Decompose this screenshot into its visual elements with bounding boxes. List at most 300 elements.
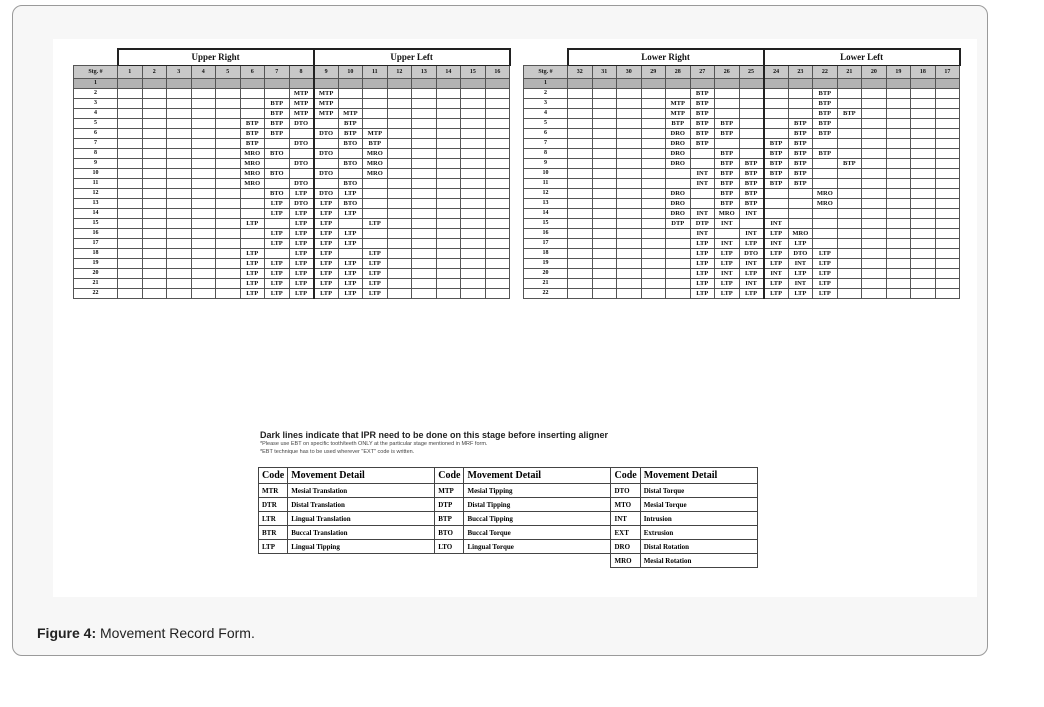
lower-stage-row	[524, 269, 960, 279]
lower-movement-cell: MRO	[813, 189, 838, 199]
legend-code-header: Code	[435, 468, 464, 484]
lower-movement-cell	[592, 159, 617, 169]
upper-movement-cell: MTP	[314, 99, 339, 109]
lower-movement-cell	[641, 199, 666, 209]
lower-movement-cell	[617, 259, 642, 269]
upper-movement-cell	[216, 269, 241, 279]
lower-movement-cell: BTP	[837, 109, 862, 119]
lower-movement-cell	[739, 139, 764, 149]
lower-movement-cell: LTP	[739, 269, 764, 279]
lower-movement-cell: BTP	[788, 129, 813, 139]
upper-movement-cell	[167, 199, 192, 209]
upper-movement-cell	[118, 169, 143, 179]
lower-tooth-number: 22	[813, 66, 838, 79]
upper-movement-cell: MTP	[289, 89, 314, 99]
upper-movement-cell: LTP	[265, 289, 290, 299]
lower-movement-cell	[886, 249, 911, 259]
lower-movement-cell	[715, 89, 740, 99]
lower-movement-cell	[666, 229, 691, 239]
lower-movement-cell	[837, 199, 862, 209]
upper-movement-cell	[142, 109, 167, 119]
upper-movement-cell: MTP	[363, 129, 388, 139]
lower-movement-cell: BTP	[690, 109, 715, 119]
upper-movement-cell	[363, 189, 388, 199]
lower-movement-cell	[813, 79, 838, 89]
upper-movement-cell: LTP	[289, 209, 314, 219]
upper-movement-cell	[436, 139, 461, 149]
lower-movement-cell: LTP	[715, 279, 740, 289]
lower-movement-cell	[911, 119, 936, 129]
upper-movement-cell: LTP	[265, 239, 290, 249]
lower-movement-cell: INT	[764, 219, 789, 229]
upper-movement-cell	[216, 259, 241, 269]
lower-movement-cell	[862, 99, 887, 109]
upper-movement-cell	[461, 179, 486, 189]
upper-stage-number: 19	[74, 259, 118, 269]
upper-movement-cell: MTP	[338, 109, 363, 119]
lower-movement-cell	[690, 149, 715, 159]
upper-movement-cell	[142, 99, 167, 109]
upper-movement-cell	[167, 289, 192, 299]
upper-movement-cell	[338, 149, 363, 159]
lower-movement-cell	[592, 149, 617, 159]
upper-movement-cell: LTP	[314, 289, 339, 299]
lower-movement-cell	[935, 119, 960, 129]
upper-movement-cell	[485, 199, 510, 209]
lower-stage-number: 4	[524, 109, 568, 119]
upper-movement-cell: MRO	[240, 179, 265, 189]
upper-movement-cell	[216, 129, 241, 139]
upper-movement-cell: LTP	[338, 209, 363, 219]
upper-movement-cell	[363, 89, 388, 99]
upper-movement-cell	[216, 139, 241, 149]
upper-movement-cell: LTP	[338, 239, 363, 249]
upper-movement-cell	[142, 89, 167, 99]
upper-movement-cell	[461, 199, 486, 209]
lower-movement-cell: LTP	[813, 279, 838, 289]
lower-movement-cell: LTP	[813, 249, 838, 259]
lower-movement-cell: INT	[690, 229, 715, 239]
lower-stage-row	[524, 209, 960, 219]
lower-stage-row	[524, 169, 960, 179]
legend-code: INT	[611, 512, 640, 526]
upper-movement-cell	[167, 239, 192, 249]
lower-movement-cell: BTP	[739, 159, 764, 169]
lower-movement-cell	[837, 289, 862, 299]
lower-movement-cell	[886, 259, 911, 269]
upper-stage-row	[74, 259, 510, 269]
lower-movement-cell: LTP	[690, 269, 715, 279]
upper-movement-cell	[265, 249, 290, 259]
upper-tooth-number: 16	[485, 66, 510, 79]
lower-movement-cell	[641, 219, 666, 229]
lower-movement-cell	[911, 289, 936, 299]
upper-movement-cell	[436, 99, 461, 109]
lower-movement-cell: BTP	[813, 149, 838, 159]
upper-movement-cell	[485, 109, 510, 119]
upper-movement-cell	[412, 129, 437, 139]
upper-movement-cell	[485, 269, 510, 279]
legend-row	[259, 554, 758, 568]
lower-movement-cell	[592, 199, 617, 209]
upper-tooth-number: 10	[338, 66, 363, 79]
upper-movement-cell	[142, 209, 167, 219]
lower-movement-cell	[641, 179, 666, 189]
upper-movement-cell	[240, 209, 265, 219]
lower-movement-cell: BTP	[715, 189, 740, 199]
lower-movement-cell	[617, 109, 642, 119]
upper-movement-cell	[485, 129, 510, 139]
lower-movement-cell	[617, 239, 642, 249]
lower-movement-cell: DRO	[666, 159, 691, 169]
upper-movement-cell	[216, 149, 241, 159]
upper-movement-cell	[167, 99, 192, 109]
lower-movement-cell	[935, 239, 960, 249]
lower-movement-cell: BTP	[764, 149, 789, 159]
upper-movement-cell	[412, 239, 437, 249]
upper-movement-cell: LTP	[240, 249, 265, 259]
upper-stage-number: 8	[74, 149, 118, 159]
lower-movement-cell	[935, 109, 960, 119]
lower-movement-cell	[592, 119, 617, 129]
lower-movement-cell	[666, 289, 691, 299]
lower-movement-cell	[862, 119, 887, 129]
lower-movement-cell: INT	[788, 279, 813, 289]
upper-movement-cell	[118, 239, 143, 249]
lower-movement-cell: DRO	[666, 199, 691, 209]
upper-movement-cell	[118, 269, 143, 279]
upper-movement-cell: DTO	[289, 159, 314, 169]
upper-movement-cell: LTP	[314, 249, 339, 259]
lower-movement-cell	[568, 129, 593, 139]
lower-movement-cell: LTP	[690, 289, 715, 299]
lower-movement-cell	[862, 249, 887, 259]
lower-stage-number: 14	[524, 209, 568, 219]
lower-stage-row	[524, 159, 960, 169]
lower-movement-cell: BTP	[739, 189, 764, 199]
upper-movement-cell: BTP	[265, 99, 290, 109]
upper-movement-cell	[118, 99, 143, 109]
upper-movement-cell	[216, 159, 241, 169]
upper-movement-cell	[118, 189, 143, 199]
upper-stage-number: 10	[74, 169, 118, 179]
upper-movement-cell	[167, 179, 192, 189]
lower-movement-cell	[911, 159, 936, 169]
lower-stage-row	[524, 259, 960, 269]
upper-movement-cell: MTP	[314, 89, 339, 99]
lower-movement-cell: DTO	[739, 249, 764, 259]
lower-movement-cell	[911, 89, 936, 99]
lower-movement-cell	[739, 89, 764, 99]
lower-movement-cell: LTP	[764, 249, 789, 259]
lower-movement-cell	[568, 239, 593, 249]
upper-movement-cell	[436, 129, 461, 139]
lower-movement-cell: BTP	[690, 129, 715, 139]
lower-tooth-number: 32	[568, 66, 593, 79]
upper-movement-cell: LTP	[314, 219, 339, 229]
upper-movement-cell	[387, 109, 412, 119]
upper-movement-cell	[338, 99, 363, 109]
upper-movement-cell	[167, 119, 192, 129]
lower-movement-cell	[568, 209, 593, 219]
upper-stage-row	[74, 229, 510, 239]
upper-movement-cell: LTP	[265, 259, 290, 269]
lower-movement-cell	[715, 79, 740, 89]
upper-movement-cell	[240, 109, 265, 119]
upper-movement-cell	[142, 269, 167, 279]
upper-movement-cell: LTP	[240, 259, 265, 269]
upper-movement-cell: LTP	[363, 269, 388, 279]
lower-movement-cell: DRO	[666, 129, 691, 139]
upper-movement-cell	[191, 189, 216, 199]
upper-movement-cell	[265, 79, 290, 89]
upper-movement-cell	[118, 279, 143, 289]
lower-movement-cell	[935, 209, 960, 219]
upper-movement-cell	[191, 129, 216, 139]
upper-movement-cell	[387, 129, 412, 139]
lower-movement-cell	[862, 159, 887, 169]
lower-movement-cell	[813, 169, 838, 179]
upper-movement-cell	[363, 109, 388, 119]
lower-movement-cell	[935, 149, 960, 159]
upper-movement-cell	[387, 169, 412, 179]
lower-movement-cell	[641, 269, 666, 279]
lower-movement-cell	[617, 119, 642, 129]
legend-detail: Distal Rotation	[640, 540, 757, 554]
upper-movement-cell	[461, 189, 486, 199]
lower-movement-cell	[617, 229, 642, 239]
lower-stage-row	[524, 139, 960, 149]
upper-movement-cell	[265, 219, 290, 229]
lower-movement-cell	[666, 259, 691, 269]
lower-movement-cell	[641, 139, 666, 149]
lower-stage-number: 11	[524, 179, 568, 189]
upper-movement-cell: MTP	[289, 99, 314, 109]
upper-movement-cell	[167, 79, 192, 89]
upper-movement-cell	[485, 189, 510, 199]
lower-stage-row	[524, 229, 960, 239]
lower-movement-cell	[666, 269, 691, 279]
upper-movement-cell	[387, 179, 412, 189]
lower-movement-cell: BTP	[690, 139, 715, 149]
lower-movement-cell: LTP	[715, 249, 740, 259]
lower-movement-cell	[641, 209, 666, 219]
upper-movement-cell	[485, 159, 510, 169]
upper-stage-row	[74, 179, 510, 189]
legend-detail: Buccal Torque	[464, 526, 611, 540]
upper-movement-cell	[142, 129, 167, 139]
upper-movement-cell	[191, 289, 216, 299]
lower-movement-cell	[641, 159, 666, 169]
lower-movement-cell	[690, 199, 715, 209]
lower-movement-cell	[837, 189, 862, 199]
lower-movement-cell	[739, 99, 764, 109]
upper-movement-cell	[412, 189, 437, 199]
lower-stage-number: 21	[524, 279, 568, 289]
upper-movement-cell	[461, 79, 486, 89]
legend-code: MTO	[611, 498, 640, 512]
upper-movement-cell	[216, 229, 241, 239]
upper-movement-cell	[387, 279, 412, 289]
upper-movement-cell	[191, 259, 216, 269]
lower-tooth-number: 23	[788, 66, 813, 79]
lower-movement-cell	[862, 89, 887, 99]
lower-tooth-number: 27	[690, 66, 715, 79]
upper-movement-cell: LTP	[314, 209, 339, 219]
upper-movement-cell	[461, 269, 486, 279]
upper-movement-cell	[167, 149, 192, 159]
lower-movement-cell	[568, 289, 593, 299]
upper-movement-cell: BTO	[338, 159, 363, 169]
legend-detail: Buccal Tipping	[464, 512, 611, 526]
lower-movement-cell	[837, 249, 862, 259]
upper-movement-cell	[412, 259, 437, 269]
upper-movement-cell	[118, 199, 143, 209]
lower-movement-cell	[617, 139, 642, 149]
lower-movement-cell	[641, 279, 666, 289]
lower-stage-row	[524, 239, 960, 249]
lower-movement-cell	[788, 89, 813, 99]
legend-code: MTR	[259, 484, 288, 498]
lower-movement-cell	[862, 149, 887, 159]
lower-movement-cell: LTP	[690, 279, 715, 289]
movement-code-legend	[258, 467, 758, 568]
lower-stage-number: 2	[524, 89, 568, 99]
lower-stage-row	[524, 279, 960, 289]
legend-row	[259, 484, 758, 498]
lower-movement-cell: MRO	[715, 209, 740, 219]
notes-block	[260, 430, 608, 456]
upper-tooth-number: 3	[167, 66, 192, 79]
lower-tooth-number: 31	[592, 66, 617, 79]
upper-movement-cell	[387, 289, 412, 299]
lower-movement-cell: INT	[690, 209, 715, 219]
lower-movement-cell	[666, 179, 691, 189]
lower-movement-cell: BTP	[715, 169, 740, 179]
upper-movement-cell	[485, 169, 510, 179]
upper-movement-cell: BTO	[265, 169, 290, 179]
upper-movement-cell	[118, 79, 143, 89]
upper-movement-cell	[387, 249, 412, 259]
lower-movement-cell	[641, 89, 666, 99]
lower-movement-cell	[813, 239, 838, 249]
lower-movement-cell	[568, 189, 593, 199]
legend-detail: Distal Tipping	[464, 498, 611, 512]
upper-movement-cell	[485, 259, 510, 269]
figure-card	[12, 5, 988, 656]
lower-movement-cell: INT	[715, 219, 740, 229]
lower-movement-cell: BTP	[739, 199, 764, 209]
upper-movement-cell	[118, 89, 143, 99]
lower-movement-cell	[788, 199, 813, 209]
upper-movement-cell	[142, 139, 167, 149]
legend-row	[259, 540, 758, 554]
lower-movement-cell	[764, 189, 789, 199]
upper-movement-cell	[118, 249, 143, 259]
upper-movement-cell	[387, 239, 412, 249]
lower-movement-cell	[862, 79, 887, 89]
lower-movement-cell	[886, 189, 911, 199]
lower-movement-cell: BTP	[715, 119, 740, 129]
upper-movement-cell	[191, 179, 216, 189]
caption-text: Movement Record Form.	[100, 625, 255, 641]
lower-movement-cell: DTP	[690, 219, 715, 229]
lower-stage-row	[524, 219, 960, 229]
upper-movement-cell	[191, 239, 216, 249]
lower-movement-cell: BTP	[690, 99, 715, 109]
upper-stage-row	[74, 199, 510, 209]
upper-arch-table	[73, 48, 511, 299]
legend-detail: Mesial Translation	[288, 484, 435, 498]
lower-movement-cell	[911, 129, 936, 139]
lower-movement-cell	[862, 279, 887, 289]
upper-movement-cell	[289, 169, 314, 179]
upper-movement-cell	[142, 219, 167, 229]
lower-movement-cell	[935, 249, 960, 259]
upper-stage-row	[74, 99, 510, 109]
upper-movement-cell	[387, 89, 412, 99]
upper-stage-row	[74, 159, 510, 169]
lower-movement-cell	[886, 269, 911, 279]
upper-movement-cell	[461, 259, 486, 269]
lower-movement-cell: DTO	[788, 249, 813, 259]
upper-movement-cell: BTP	[240, 119, 265, 129]
upper-tooth-number: 5	[216, 66, 241, 79]
lower-movement-cell	[739, 149, 764, 159]
legend-detail: Mesial Rotation	[640, 554, 757, 568]
lower-movement-cell: INT	[764, 269, 789, 279]
lower-movement-cell	[641, 119, 666, 129]
lower-movement-cell	[641, 79, 666, 89]
upper-movement-cell	[142, 169, 167, 179]
lower-movement-cell: INT	[739, 229, 764, 239]
upper-movement-cell	[338, 169, 363, 179]
upper-movement-cell: LTP	[338, 229, 363, 239]
lower-movement-cell	[862, 139, 887, 149]
upper-movement-cell	[216, 109, 241, 119]
upper-movement-cell	[485, 249, 510, 259]
legend-detail-header: Movement Detail	[288, 468, 435, 484]
upper-movement-cell	[436, 109, 461, 119]
upper-movement-cell: LTP	[338, 279, 363, 289]
upper-movement-cell: LTP	[289, 229, 314, 239]
upper-movement-cell	[436, 229, 461, 239]
upper-movement-cell	[191, 149, 216, 159]
legend-code: BTP	[435, 512, 464, 526]
upper-movement-cell	[412, 109, 437, 119]
lower-movement-cell: LTP	[764, 259, 789, 269]
upper-movement-cell	[387, 229, 412, 239]
upper-movement-cell	[118, 149, 143, 159]
upper-movement-cell: LTP	[240, 289, 265, 299]
lower-movement-cell	[935, 259, 960, 269]
lower-movement-cell: LTP	[813, 269, 838, 279]
upper-movement-cell	[142, 149, 167, 159]
upper-movement-cell	[461, 219, 486, 229]
lower-movement-cell	[911, 79, 936, 89]
lower-stage-header: Stg. #	[524, 66, 568, 79]
lower-stage-number: 17	[524, 239, 568, 249]
upper-movement-cell: DTO	[314, 169, 339, 179]
upper-movement-cell	[265, 159, 290, 169]
lower-stage-row	[524, 199, 960, 209]
lower-movement-cell	[592, 89, 617, 99]
upper-movement-cell	[461, 249, 486, 259]
upper-movement-cell	[436, 119, 461, 129]
upper-movement-cell	[142, 259, 167, 269]
upper-stage-row	[74, 249, 510, 259]
lower-movement-cell	[641, 289, 666, 299]
